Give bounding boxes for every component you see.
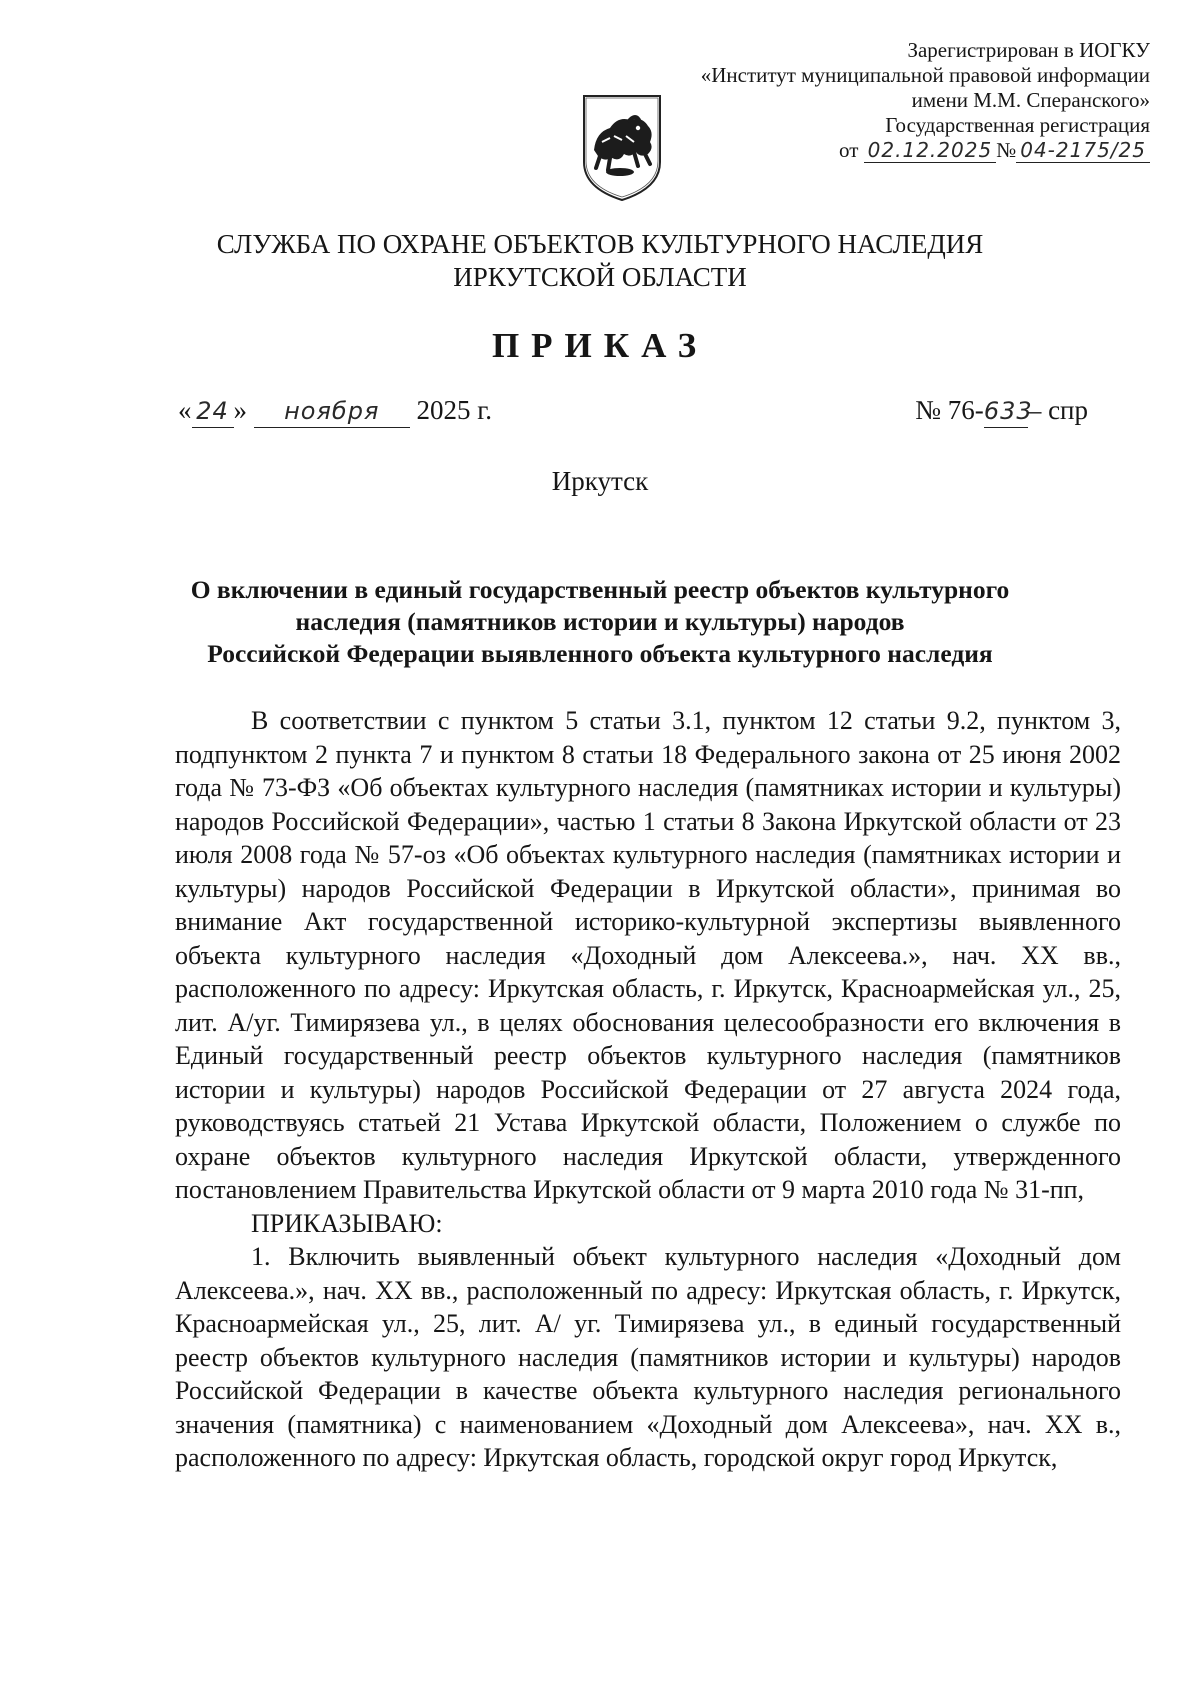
number-handwritten: 633 xyxy=(984,395,1028,428)
date-day: 24 xyxy=(192,395,234,428)
date-open-quote: « xyxy=(178,395,192,425)
document-subject xyxy=(120,574,1080,670)
document-date xyxy=(178,394,492,428)
registration-date-line xyxy=(630,138,1150,163)
organization-name xyxy=(0,228,1200,294)
subject-line-3: Российской Федерации выявленного объекта культурного наследия xyxy=(207,639,993,668)
registration-line-1: Зарегистрирован в ИОГКУ xyxy=(907,38,1150,62)
order-word: ПРИКАЗЫВАЮ: xyxy=(251,1208,443,1238)
document-body xyxy=(175,704,1121,1475)
document-city: Иркутск xyxy=(551,466,649,496)
document-title: ПРИКАЗ xyxy=(491,326,709,365)
registration-line-4: Государственная регистрация xyxy=(885,113,1150,137)
coat-of-arms-icon xyxy=(580,92,664,204)
date-close-quote: » xyxy=(233,395,247,425)
number-suffix: – спр xyxy=(1027,395,1088,425)
number-prefix: № 76- xyxy=(915,395,984,425)
registration-line-3: имени М.М. Сперанского» xyxy=(911,88,1150,112)
order-item-1: 1. Включить выявленный объект культурного наследия «Доходный дом Алексеева.», нач. XX вв., расположенный по адресу: Иркутская область, г. Иркутск, Красноармейская ул., 25, лит. А/ уг. Тимирязева ул., в единый государственный реестр объектов культурного наследия (памятников истории и культуры) народов Российской Федерации в качестве объекта культурного наследия регионального значения (памятника) с наименованием «Доходный дом Алексеева», нач. XX в., расположенного по адресу: Иркутская область, городской округ город Иркутск, xyxy=(175,1242,1121,1472)
registration-date: 02.12.2025 xyxy=(864,138,997,163)
organization-line-2: ИРКУТСКОЙ ОБЛАСТИ xyxy=(453,262,747,292)
registration-from-label: от xyxy=(839,138,859,162)
date-month: ноября xyxy=(254,395,410,428)
document-number xyxy=(915,394,1088,428)
subject-line-2: наследия (памятников истории и культуры) народов xyxy=(295,607,905,636)
organization-line-1: СЛУЖБА ПО ОХРАНЕ ОБЪЕКТОВ КУЛЬТУРНОГО НАСЛЕДИЯ xyxy=(216,229,984,259)
date-year: 2025 г. xyxy=(416,395,493,425)
registration-number: 04-2175/25 xyxy=(1016,138,1150,163)
registration-number-label: № xyxy=(996,138,1017,162)
preamble-paragraph: В соответствии с пунктом 5 статьи 3.1, пунктом 12 статьи 9.2, пунктом 3, подпунктом 2 пункта 7 и пунктом 8 статьи 18 Федерального закона от 25 июня 2002 года № 73-ФЗ «Об объектах культурного наследия (памятниках истории и культуры) народов Российской Федерации», частью 1 статьи 8 Закона Иркутской области от 23 июля 2008 года № 57-оз «Об объектах культурного наследия (памятниках истории и культуры) народов Российской Федерации в Иркутской области», принимая во внимание Акт государственной историко-культурной экспертизы выявленного объекта культурного наследия «Доходный дом Алексеева.», нач. XX вв., расположенного по адресу: Иркутская область, г. Иркутск, Красноармейская ул., 25, лит. А/уг. Тимирязева ул., в целях обоснования целесообразности его включения в Единый государственный реестр объектов культурного наследия (памятников истории и культуры) народов Российской Федерации от 27 августа 2024 года, руководствуясь статьей 21 Устава Иркутской области, Положением о службе по охране объектов культурного наследия Иркутской области, утвержденного постановлением Правительства Иркутской области от 9 марта 2010 года № 31-пп, xyxy=(175,706,1121,1204)
subject-line-1: О включении в единый государственный реестр объектов культурного xyxy=(190,575,1010,604)
registration-line-2: «Институт муниципальной правовой информации xyxy=(700,63,1150,87)
registration-stamp xyxy=(630,38,1150,163)
